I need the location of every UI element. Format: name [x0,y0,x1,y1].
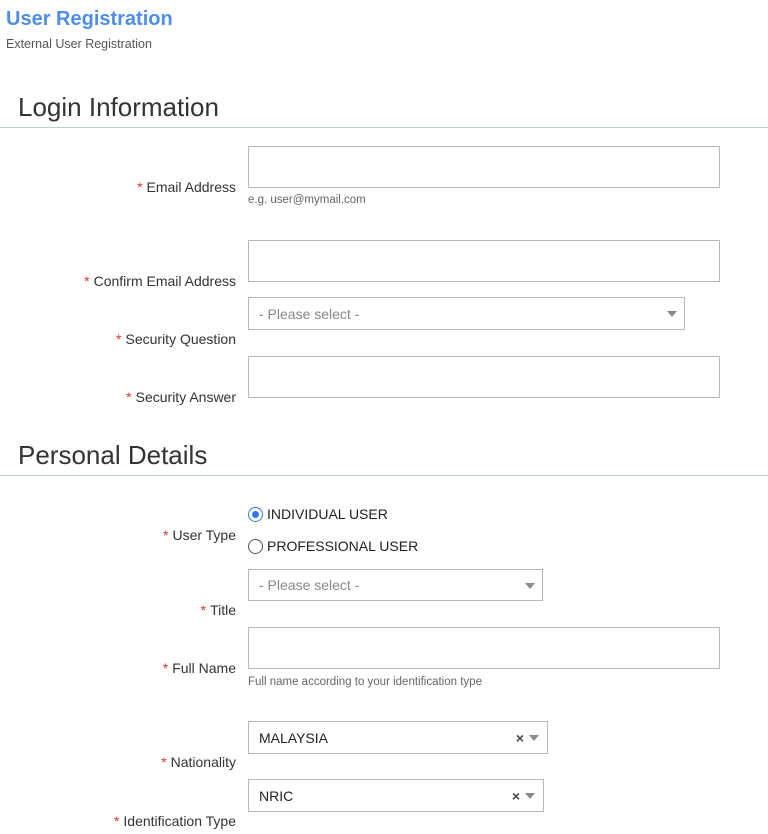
user-type-individual-label: INDIVIDUAL USER [267,506,388,522]
identification-type-select[interactable] [248,779,544,812]
required-marker: * [126,389,132,405]
required-marker: * [200,602,207,618]
chevron-down-icon [525,583,535,589]
nationality-label: * Nationality [161,754,236,770]
section-title-login: Login Information [18,92,219,122]
required-marker: * [84,273,90,289]
required-marker: * [161,754,167,770]
nationality-select[interactable] [248,721,548,754]
chevron-down-icon [525,793,535,799]
confirm-email-input[interactable] [248,240,720,282]
page-subtitle: External User Registration [6,37,152,51]
required-marker: * [137,179,143,195]
title-label: * Title [200,602,236,618]
confirm-email-label: * Confirm Email Address [84,273,236,289]
radio-unchecked-icon[interactable] [248,539,263,554]
nationality-select-value: MALAYSIA [259,729,328,746]
user-type-option-professional[interactable] [248,538,448,556]
chevron-down-icon [667,311,677,317]
identification-type-value: NRIC [259,787,294,804]
full-name-hint: Full name according to your identification type [248,676,482,688]
required-marker: * [163,527,169,543]
required-marker: * [162,660,169,676]
identification-type-label: * Identification Type [113,813,236,829]
full-name-label: * Full Name [162,660,236,676]
security-question-select[interactable] [248,297,685,330]
email-label: * Email Address [137,179,236,195]
section-divider [0,475,768,476]
title-select-value: - Please select - [259,577,360,593]
user-type-option-individual[interactable] [248,506,448,524]
email-input[interactable] [248,146,720,188]
full-name-input[interactable] [248,627,720,669]
security-answer-input[interactable] [248,356,720,398]
chevron-down-icon [529,735,539,741]
title-select[interactable] [248,569,543,601]
radio-checked-icon[interactable] [248,507,263,522]
security-question-value: - Please select - [259,305,360,322]
section-divider [0,127,768,128]
security-answer-label: * Security Answer [126,389,236,405]
required-marker: * [116,331,122,347]
user-type-label: * User Type [163,527,236,543]
email-hint: e.g. user@mymail.com [248,194,366,206]
user-type-professional-label: PROFESSIONAL USER [267,538,419,554]
section-title-personal: Personal Details [18,440,208,470]
page-title: User Registration [6,8,173,30]
clear-icon[interactable]: × [511,788,520,804]
required-marker: * [113,813,120,829]
clear-icon[interactable]: × [515,730,524,746]
security-question-label: * Security Question [116,331,236,347]
